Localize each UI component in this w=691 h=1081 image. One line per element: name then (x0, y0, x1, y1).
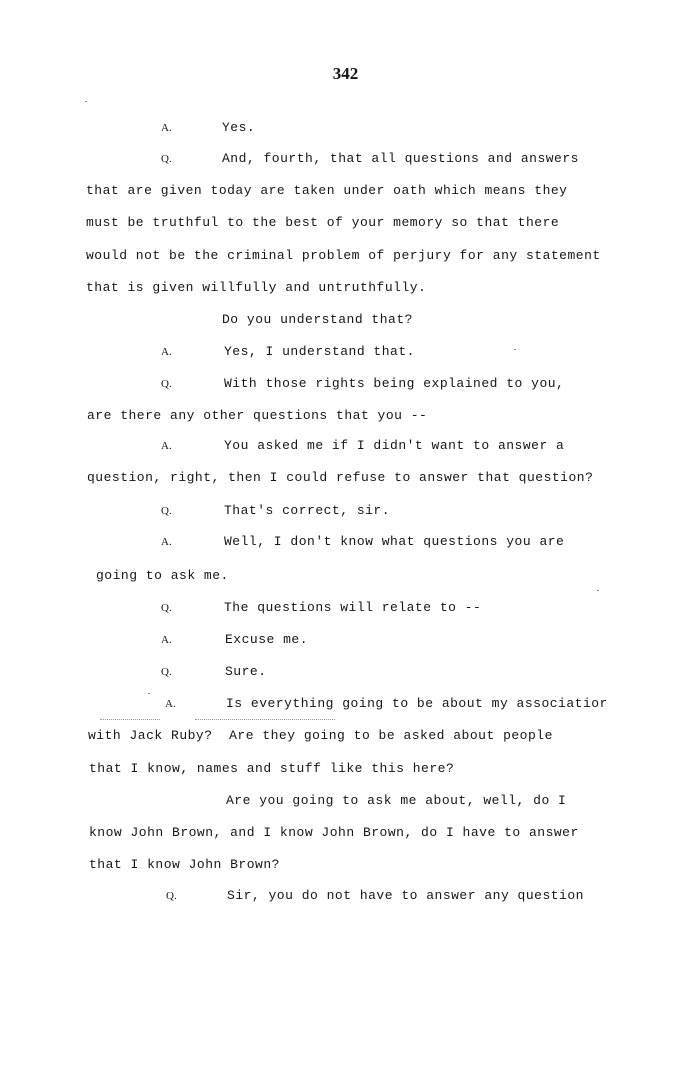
scan-speck (514, 349, 516, 350)
transcript-line: that I know, names and stuff like this here? (89, 761, 455, 776)
transcript-line: Well, I don't know what questions you are (224, 534, 565, 549)
speaker-label: Q. (161, 153, 172, 165)
ruled-trace (195, 719, 335, 721)
speaker-label: A. (161, 536, 172, 548)
transcript-line: And, fourth, that all questions and answers (222, 151, 579, 166)
transcript-line: that are given today are taken under oath which means they (86, 183, 568, 198)
transcript-line: Do you understand that? (222, 312, 413, 327)
speaker-label: Q. (161, 666, 172, 678)
transcript-line: With those rights being explained to you, (224, 376, 565, 391)
transcript-line: question, right, then I could refuse to answer that question? (87, 470, 594, 485)
speaker-label: Q. (161, 378, 172, 390)
speaker-label: Q. (166, 890, 177, 902)
transcript-line: The questions will relate to -- (224, 600, 482, 615)
speaker-label: A. (161, 634, 172, 646)
transcript-line: You asked me if I didn't want to answer a (224, 438, 565, 453)
transcript-line: Sure. (225, 664, 267, 679)
transcript-line: know John Brown, and I know John Brown, do I have to answer (89, 825, 579, 840)
transcript-line: Excuse me. (225, 632, 309, 647)
page-number: 342 (332, 64, 359, 83)
speaker-label: A. (161, 440, 172, 452)
transcript-line: Sir, you do not have to answer any question (227, 888, 584, 903)
transcript-line: that is given willfully and untruthfully. (86, 280, 427, 295)
transcript-line: must be truthful to the best of your memory so that there (86, 215, 560, 230)
transcript-line: that I know John Brown? (89, 857, 280, 872)
ruled-trace (100, 719, 160, 721)
speaker-label: Q. (161, 505, 172, 517)
transcript-line: would not be the criminal problem of perjury for any statement (86, 248, 601, 263)
transcript-line: That's correct, sir. (224, 503, 391, 518)
speaker-label: Q. (161, 602, 172, 614)
transcript-line: are there any other questions that you -- (87, 408, 428, 423)
transcript-line: going to ask me. (96, 568, 229, 583)
scan-speck (148, 693, 150, 694)
transcript-line: Yes. (222, 120, 256, 135)
transcript-line: Are you going to ask me about, well, do I (226, 793, 567, 808)
speaker-label: A. (165, 698, 176, 710)
transcript-line: Yes, I understand that. (224, 344, 415, 359)
speaker-label: A. (161, 122, 172, 134)
scan-speck (85, 101, 87, 102)
scan-speck (597, 590, 599, 591)
transcript-line: Is everything going to be about my associatior (226, 696, 608, 711)
speaker-label: A. (161, 346, 172, 358)
transcript-line: with Jack Ruby? Are they going to be asked about people (88, 728, 553, 743)
